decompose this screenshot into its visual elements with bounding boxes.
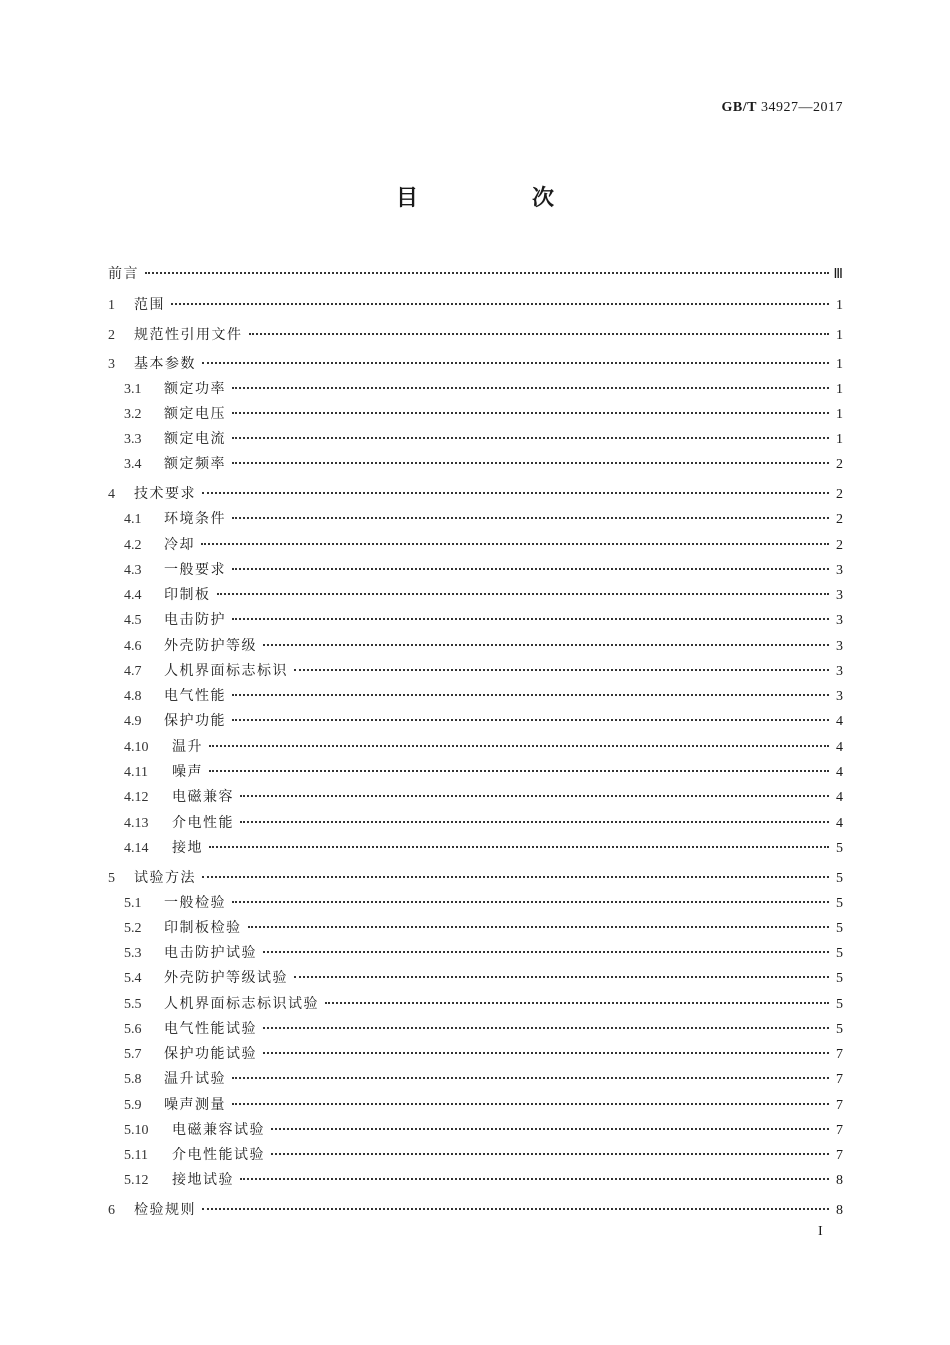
toc-entry-page: 7 — [836, 1098, 843, 1113]
page-number: I — [818, 1224, 823, 1239]
toc-entry-label: 额定电压 — [164, 406, 226, 422]
toc-entry-number: 5.1 — [124, 896, 142, 911]
toc-entry-number: 4.4 — [124, 588, 142, 603]
toc-entry-number: 4.2 — [124, 538, 142, 553]
dot-leader — [240, 807, 829, 823]
toc-entry[interactable] — [124, 634, 843, 654]
toc-entry[interactable] — [108, 1198, 843, 1218]
toc-entry-page: 2 — [836, 487, 843, 502]
toc-entry[interactable] — [124, 558, 843, 578]
toc-entry[interactable] — [124, 1017, 843, 1037]
toc-entry-label: 冷却 — [164, 537, 195, 553]
dot-leader — [294, 655, 829, 671]
toc-entry-page: 5 — [836, 971, 843, 986]
toc-entry-page: 1 — [836, 432, 843, 447]
toc-entry-number: 4.5 — [124, 613, 142, 628]
toc-entry-page: 2 — [836, 538, 843, 553]
toc-entry-label: 温升 — [172, 739, 203, 755]
toc-entry-page: 4 — [836, 740, 843, 755]
toc-entry-page: 7 — [836, 1072, 843, 1087]
toc-entry-page: 5 — [836, 921, 843, 936]
toc-entry-number: 3.3 — [124, 432, 142, 447]
toc-entry-label: 噪声 — [172, 764, 203, 780]
dot-leader — [271, 1139, 829, 1155]
toc-entry[interactable] — [124, 684, 843, 704]
toc-entry-page: 3 — [836, 639, 843, 654]
toc-entry-page: 3 — [836, 689, 843, 704]
toc-entry-label: 人机界面标志标识试验 — [164, 996, 319, 1012]
toc-entry-label: 电气性能 — [164, 688, 226, 704]
toc-entry-page: 4 — [836, 816, 843, 831]
toc-entry-label: 介电性能 — [172, 815, 234, 831]
toc-entry-number: 4.1 — [124, 512, 142, 527]
dot-leader — [263, 1013, 829, 1029]
toc-entry-number: 5.7 — [124, 1047, 142, 1062]
toc-entry[interactable] — [124, 659, 843, 679]
toc-entry-label: 介电性能试验 — [172, 1147, 265, 1163]
toc-entry-label: 接地试验 — [172, 1172, 234, 1188]
dot-leader — [240, 781, 829, 797]
dot-leader — [263, 630, 829, 646]
dot-leader — [202, 1194, 829, 1210]
toc-entry-label: 电磁兼容试验 — [172, 1122, 265, 1138]
dot-leader — [232, 503, 829, 519]
dot-leader — [209, 731, 829, 747]
toc-entry-number: 4.12 — [124, 790, 149, 805]
dot-leader — [201, 529, 829, 545]
toc-entry[interactable] — [124, 427, 843, 447]
toc-entry-number: 4.14 — [124, 841, 149, 856]
toc-entry-label: 电磁兼容 — [172, 789, 234, 805]
dot-leader — [202, 478, 829, 494]
toc-entry[interactable] — [124, 1118, 843, 1138]
toc-entry-number: 4.6 — [124, 639, 142, 654]
toc-entry[interactable] — [124, 785, 843, 805]
toc-entry-number: 3.1 — [124, 382, 142, 397]
dot-leader — [232, 398, 829, 414]
dot-leader — [232, 448, 829, 464]
dot-leader — [171, 289, 829, 305]
toc-entry[interactable] — [124, 377, 843, 397]
toc-entry-number: 3.2 — [124, 407, 142, 422]
toc-entry-label: 噪声测量 — [164, 1097, 226, 1113]
toc-entry-page: 3 — [836, 613, 843, 628]
toc-entry-page: 7 — [836, 1047, 843, 1062]
toc-entry[interactable] — [124, 583, 843, 603]
toc-entry-page: 7 — [836, 1123, 843, 1138]
toc-entry-page: 1 — [836, 298, 843, 313]
toc-entry[interactable] — [108, 352, 843, 372]
dot-leader — [263, 937, 829, 953]
toc-entry-number: 5.11 — [124, 1148, 148, 1163]
toc-entry-page: 5 — [836, 946, 843, 961]
toc-entry-number: 5.5 — [124, 997, 142, 1012]
toc-entry-label: 印制板检验 — [164, 920, 242, 936]
standard-prefix: GB/T — [721, 100, 757, 115]
toc-entry-number: 5.12 — [124, 1173, 149, 1188]
toc-entry-number: 2 — [108, 328, 115, 343]
toc-entry-number: 5.9 — [124, 1098, 142, 1113]
dot-leader — [263, 1038, 829, 1054]
toc-entry-page: 1 — [836, 382, 843, 397]
toc-entry-label: 额定功率 — [164, 381, 226, 397]
toc-entry-page: 5 — [836, 997, 843, 1012]
dot-leader — [145, 258, 829, 274]
toc-entry-page: 5 — [836, 841, 843, 856]
toc-entry-label: 前言 — [108, 266, 139, 282]
toc-entry-number: 5.6 — [124, 1022, 142, 1037]
toc-entry-label: 保护功能 — [164, 713, 226, 729]
toc-entry-label: 试验方法 — [134, 870, 196, 886]
toc-entry[interactable] — [108, 293, 843, 313]
toc-entry-label: 环境条件 — [164, 511, 226, 527]
toc-entry[interactable] — [124, 1168, 843, 1188]
toc-entry-label: 保护功能试验 — [164, 1046, 257, 1062]
toc-entry[interactable] — [124, 836, 843, 856]
toc-entry-label: 额定频率 — [164, 456, 226, 472]
toc-entry[interactable] — [124, 709, 843, 729]
toc-entry-label: 技术要求 — [134, 486, 196, 502]
toc-entry-number: 5.3 — [124, 946, 142, 961]
toc-entry[interactable] — [124, 916, 843, 936]
toc-entry-label: 外壳防护等级 — [164, 638, 257, 654]
dot-leader — [232, 373, 829, 389]
toc-entry-page: 2 — [836, 457, 843, 472]
toc-entry[interactable] — [124, 811, 843, 831]
toc-entry[interactable] — [124, 760, 843, 780]
toc-entry-label: 电击防护试验 — [164, 945, 257, 961]
toc-entry[interactable] — [124, 941, 843, 961]
toc-entry-number: 5 — [108, 871, 115, 886]
toc-entry[interactable] — [124, 1067, 843, 1087]
dot-leader — [232, 554, 829, 570]
toc-entry-label: 范围 — [134, 297, 165, 313]
dot-leader — [232, 1063, 829, 1079]
toc-entry-label: 额定电流 — [164, 431, 226, 447]
toc-entry[interactable] — [124, 735, 843, 755]
toc-entry-label: 人机界面标志标识 — [164, 663, 288, 679]
toc-entry-page: 1 — [836, 357, 843, 372]
toc-entry-label: 外壳防护等级试验 — [164, 970, 288, 986]
toc-entry-label: 电气性能试验 — [164, 1021, 257, 1037]
toc-entry-page: 1 — [836, 407, 843, 422]
toc-entry-page: 1 — [836, 328, 843, 343]
dot-leader — [232, 680, 829, 696]
toc-entry-number: 4.11 — [124, 765, 148, 780]
toc-entry-label: 温升试验 — [164, 1071, 226, 1087]
toc-entry-page: 4 — [836, 714, 843, 729]
dot-leader — [325, 988, 829, 1004]
toc-entry-label: 一般要求 — [164, 562, 226, 578]
toc-entry[interactable] — [108, 866, 843, 886]
dot-leader — [202, 862, 829, 878]
toc-entry-label: 检验规则 — [134, 1202, 196, 1218]
toc-entry-page: 5 — [836, 1022, 843, 1037]
toc-entry-number: 1 — [108, 298, 115, 313]
dot-leader — [217, 579, 830, 595]
dot-leader — [248, 912, 830, 928]
dot-leader — [232, 604, 829, 620]
toc-entry-page: 5 — [836, 871, 843, 886]
toc-entry-number: 5.4 — [124, 971, 142, 986]
toc-entry[interactable] — [124, 452, 843, 472]
toc-entry-number: 5.8 — [124, 1072, 142, 1087]
toc-entry-label: 电击防护 — [164, 612, 226, 628]
standard-code — [722, 100, 843, 116]
toc-entry[interactable] — [108, 482, 843, 502]
dot-leader — [240, 1164, 829, 1180]
toc-entry[interactable] — [124, 1042, 843, 1062]
toc-entry-number: 3.4 — [124, 457, 142, 472]
toc-entry-page: 2 — [836, 512, 843, 527]
toc-entry-label: 接地 — [172, 840, 203, 856]
dot-leader — [209, 832, 829, 848]
dot-leader — [232, 887, 829, 903]
toc-entry[interactable] — [124, 402, 843, 422]
toc-entry-label: 规范性引用文件 — [134, 327, 243, 343]
toc-entry-number: 3 — [108, 357, 115, 372]
toc-entry-page: 3 — [836, 588, 843, 603]
dot-leader — [294, 962, 829, 978]
toc-entry-label: 基本参数 — [134, 356, 196, 372]
toc-entry-label: 一般检验 — [164, 895, 226, 911]
page-title: 目 次 — [395, 186, 600, 211]
toc-entry-page: 8 — [836, 1173, 843, 1188]
dot-leader — [232, 423, 829, 439]
toc-entry-page: 8 — [836, 1203, 843, 1218]
toc-entry-number: 4.3 — [124, 563, 142, 578]
toc-entry-number: 4.10 — [124, 740, 149, 755]
toc-entry[interactable] — [124, 608, 843, 628]
toc-entry[interactable] — [124, 1093, 843, 1113]
toc-entry-page: 4 — [836, 790, 843, 805]
toc-entry-number: 4 — [108, 487, 115, 502]
dot-leader — [232, 705, 829, 721]
toc-entry-number: 5.10 — [124, 1123, 149, 1138]
dot-leader — [271, 1114, 829, 1130]
toc-entry[interactable] — [124, 533, 843, 553]
toc-entry[interactable] — [124, 1143, 843, 1163]
toc-entry-page: 3 — [836, 563, 843, 578]
toc-entry-page: 4 — [836, 765, 843, 780]
dot-leader — [209, 756, 829, 772]
toc-entry-number: 4.8 — [124, 689, 142, 704]
toc-entry-number: 6 — [108, 1203, 115, 1218]
dot-leader — [232, 1089, 829, 1105]
toc-entry-page: Ⅲ — [833, 267, 843, 282]
toc-entry-page: 5 — [836, 896, 843, 911]
toc-entry-page: 7 — [836, 1148, 843, 1163]
toc-entry-number: 4.7 — [124, 664, 142, 679]
toc-entry[interactable] — [124, 507, 843, 527]
toc-entry-number: 4.13 — [124, 816, 149, 831]
toc-entry-number: 4.9 — [124, 714, 142, 729]
toc-entry[interactable] — [108, 323, 843, 343]
toc-entry-number: 5.2 — [124, 921, 142, 936]
toc-entry-page: 3 — [836, 664, 843, 679]
dot-leader — [249, 319, 830, 335]
toc-entry[interactable] — [124, 891, 843, 911]
toc-entry[interactable] — [124, 992, 843, 1012]
dot-leader — [202, 348, 829, 364]
toc-entry[interactable] — [124, 966, 843, 986]
toc-entry-label: 印制板 — [164, 587, 211, 603]
standard-number: 34927—2017 — [761, 100, 843, 115]
toc-entry[interactable] — [108, 262, 843, 282]
